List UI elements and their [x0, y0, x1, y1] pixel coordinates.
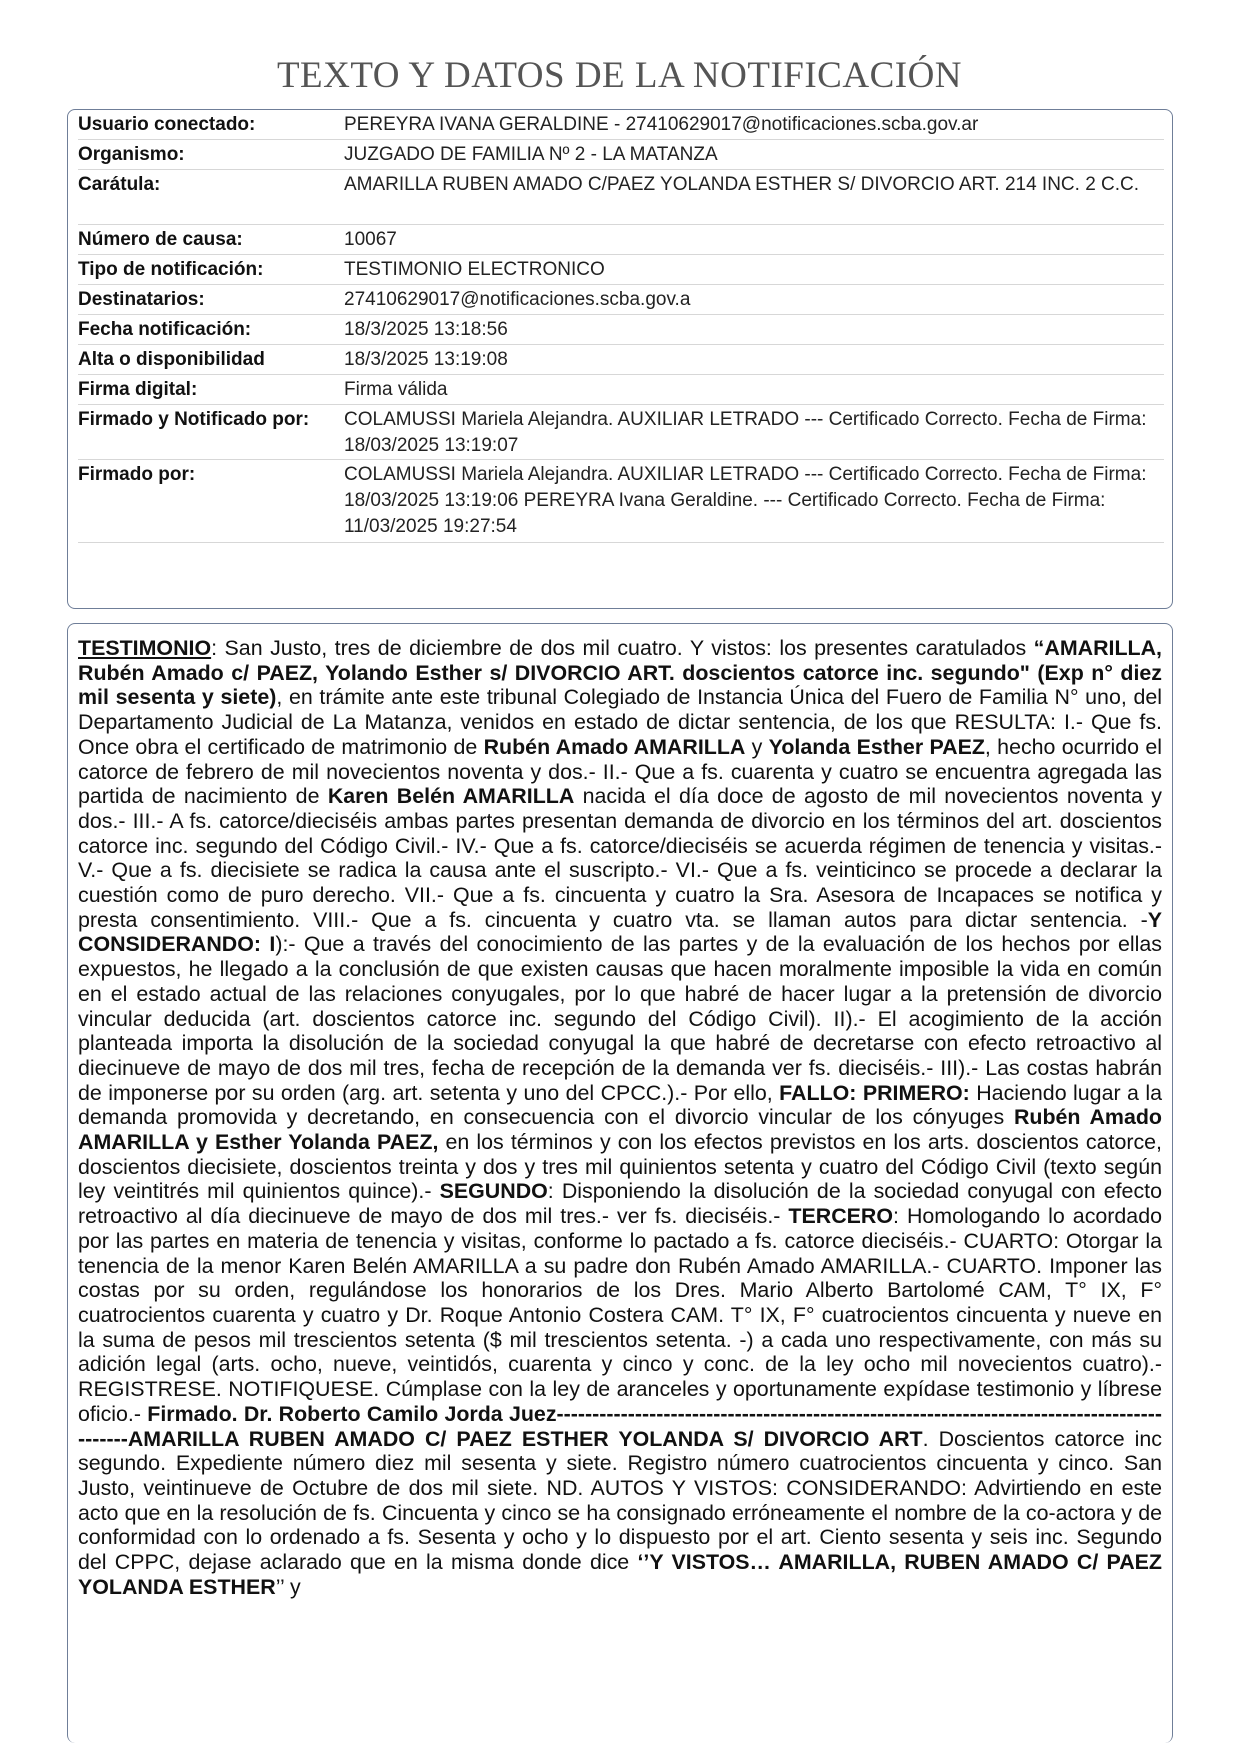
testimonio-text	[78, 636, 1162, 1599]
text-run: , en trámite ante este tribunal Colegiado de Instancia Única del Fuero de Familia N° uno, del Departamento Judicial de La Matanza, venidos en estado de dictar sentencia, de los que RESULTA: I.- Que fs. Once obra el certificado de matrimonio de	[78, 685, 1162, 759]
meta-row-organismo	[78, 140, 1164, 170]
meta-label: Firmado por:	[78, 464, 196, 485]
meta-value: COLAMUSSI Mariela Alejandra. AUXILIAR LETRADO --- Certificado Correcto. Fecha de Firma: 18/03/2025 13:19:06 PEREYRA Ivana Geraldine. --- Certificado Correcto. Fecha de Firma: 11/03/2025 19:27:54	[344, 464, 1147, 537]
bold-run: “AMARILLA, Rubén Amado c/ PAEZ, Yolando Esther s/ DIVORCIO ART. doscientos catorce inc. segundo" (Exp n° diez mil sesenta y siete)	[78, 636, 1162, 710]
page-title: TEXTO Y DATOS DE LA NOTIFICACIÓN	[276, 55, 963, 96]
meta-label: Carátula:	[78, 174, 161, 195]
meta-row-firmado-por	[78, 460, 1164, 543]
text-run: : Homologando lo acordado por las partes en materia de tenencia y visitas, conforme lo pactado a fs. catorce dieciséis.- CUARTO: Otorgar la tenencia de la menor Karen Belén AMARILLA a su padre don Rubén Amado AMARILLA.- CUARTO. Imponer las costas por su orden, regulándose los honorarios de los Dres. Mario Alberto Bartolomé CAM, T° IX, F° cuatrocientos cuarenta y cuatro y Dr. Roque Antonio Costera CAM. T° IX, F° cuatrocientos cincuenta y nueve en la suma de pesos mil trescientos setenta ($ mil trescientos setenta. -) a cada uno respectivamente, con más su adición legal (arts. ocho, nueve, veintidós, cuarenta y cinco y conc. de la ley ocho mil novecientos cuatro).- REGISTRESE. NOTIFIQUESE. Cúmplase con la ley de aranceles y oportunamente expídase testimonio y líbrese oficio.-	[78, 1204, 1162, 1426]
meta-label: Usuario conectado:	[78, 114, 256, 135]
bold-run: Rubén Amado AMARILLA	[483, 734, 746, 759]
meta-value: 18/3/2025 13:19:08	[344, 349, 508, 370]
text-run: . Doscientos catorce inc segundo. Expediente número diez mil sesenta y siete. Registro número cuatrocientos cincuenta y cinco. San Justo, veintinueve de Octubre de dos mil siete. ND. AUTOS Y VISTOS: CONSIDERANDO: Advirtiendo en este acto que en la resolución de fs. Cincuenta y cinco se ha consignado erróneamente el nombre de la co-actora y de conformidad con lo ordenado a fs. Sesenta y ocho y lo dispuesto por el art. Ciento sesenta y seis inc. Segundo del CPPC, dejase aclarado que en la misma donde dice	[78, 1426, 1163, 1575]
text-run: : Disponiendo la disolución de la sociedad conyugal con efecto retroactivo al día diecinueve de mayo de dos mil tres.- ver fs. dieciséis.-	[78, 1179, 1162, 1229]
meta-value: 10067	[344, 229, 397, 250]
meta-value: PEREYRA IVANA GERALDINE - 27410629017@notificaciones.scba.gov.ar	[344, 114, 979, 135]
meta-row-firma-digital	[78, 375, 1164, 405]
meta-value: 18/3/2025 13:18:56	[344, 319, 508, 340]
bold-run: Yolanda Esther PAEZ	[768, 734, 985, 759]
meta-label: Firma digital:	[78, 379, 198, 400]
meta-row-fecha	[78, 315, 1164, 345]
meta-row-alta	[78, 345, 1164, 375]
meta-label: Alta o disponibilidad	[78, 349, 265, 370]
meta-label: Tipo de notificación:	[78, 259, 264, 280]
meta-label: Destinatarios:	[78, 289, 205, 310]
meta-value: Firma válida	[344, 379, 448, 400]
text-run: en los términos y con los efectos previstos en los arts. doscientos catorce, doscientos diecisiete, doscientos treinta y dos y tres mil quinientos setenta y cuatro del Código Civil (texto según ley veintitrés mil quinientos quince).-	[78, 1130, 1162, 1204]
meta-row-numero-causa	[78, 225, 1164, 255]
meta-label: Organismo:	[78, 144, 185, 165]
meta-row-firmado-notificado	[78, 405, 1164, 460]
testimonio-heading: TESTIMONIO	[78, 636, 212, 660]
meta-value: COLAMUSSI Mariela Alejandra. AUXILIAR LETRADO --- Certificado Correcto. Fecha de Firma: 18/03/2025 13:19:07	[344, 409, 1147, 456]
notification-data-panel	[67, 109, 1173, 609]
meta-value: TESTIMONIO ELECTRONICO	[344, 259, 605, 280]
text-run: y	[745, 734, 769, 759]
meta-row-usuario	[78, 110, 1164, 140]
meta-value: JUZGADO DE FAMILIA Nº 2 - LA MATANZA	[344, 144, 718, 165]
meta-label: Fecha notificación:	[78, 319, 252, 340]
text-run: , hecho ocurrido el catorce de febrero de mil novecientos noventa y dos.- II.- Que a fs. cuarenta y cuatro se encuentra agregada las partida de nacimiento de	[78, 734, 1162, 809]
bold-run: ‘’Y VISTOS… AMARILLA, RUBEN AMADO C/ PAEZ YOLANDA ESTHER	[78, 1550, 1162, 1599]
bold-run: Rubén Amado AMARILLA y Esther Yolanda PAEZ,	[78, 1105, 1162, 1155]
testimonio-panel	[67, 623, 1173, 1743]
text-run: ):- Que a través del conocimiento de las partes y de la evaluación de los hechos por ellas expuestos, he llegado a la conclusión de que existen causas que hacen moralmente imposible la vida en común en el estado actual de las relaciones conyugales, por lo que habré de hacer lugar a la pretensión de divorcio vincular deducida (art. doscientos catorce inc. segundo del Código Civil). II).- El acogimiento de la acción planteada importa la disolución de la sociedad conyugal la que habré de decretarse con efecto retroactivo al diecinueve de mayo de dos mil tres, fecha de recepción de la demanda ver fs. dieciséis.- III).- Las costas habrán de imponerse por su orden (arg. art. setenta y uno del CPCC.).- Por ello,	[78, 932, 1162, 1105]
text-run: : San Justo, tres de diciembre de dos mil cuatro. Y vistos: los presentes caratulados	[211, 636, 1034, 660]
meta-label: Firmado y Notificado por:	[78, 409, 310, 430]
text-run: ’’ y	[275, 1574, 301, 1599]
meta-row-caratula	[78, 170, 1164, 225]
bold-run: FALLO: PRIMERO:	[779, 1080, 970, 1105]
text-run: Haciendo lugar a la demanda promovida y decretando, en consecuencia con el divorcio vincular de los cónyuges	[78, 1080, 1163, 1130]
bold-run: TERCERO	[788, 1204, 893, 1229]
meta-value: 27410629017@notificaciones.scba.gov.a	[344, 289, 691, 310]
bold-run: Firmado. Dr. Roberto Camilo Jorda Juez	[147, 1401, 557, 1426]
bold-run: Y CONSIDERANDO: I	[78, 907, 1162, 957]
bold-run: Karen Belén AMARILLA	[327, 784, 575, 809]
meta-value: AMARILLA RUBEN AMADO C/PAEZ YOLANDA ESTHER S/ DIVORCIO ART. 214 INC. 2 C.C.	[344, 174, 1140, 195]
meta-label: Número de causa:	[78, 229, 243, 250]
bold-run: --------------------------------------------------------------------------------------------AMARILLA RUBEN AMADO C/ PAEZ ESTHER YOLANDA S/ DIVORCIO ART	[78, 1401, 1162, 1451]
text-run: nacida el día doce de agosto de mil novecientos noventa y dos.- III.- A fs. catorce/dieciséis ambas partes presentan demanda de divorcio en los términos del art. doscientos catorce inc. segundo del Código Civil.- IV.- Que a fs. catorce/dieciséis se acuerda régimen de tenencia y visitas.- V.- Que a fs. diecisiete se radica la causa ante el suscripto.- VI.- Que a fs. veinticinco se procede a declarar la cuestión como de puro derecho. VII.- Que a fs. cincuenta y cuatro la Sra. Asesora de Incapaces se notifica y presta consentimiento. VIII.- Que a fs. cincuenta y cuatro vta. se llaman autos para dictar sentencia. -	[78, 784, 1162, 932]
meta-row-destinatarios	[78, 285, 1164, 315]
bold-run: SEGUNDO	[439, 1179, 548, 1204]
meta-row-tipo	[78, 255, 1164, 285]
